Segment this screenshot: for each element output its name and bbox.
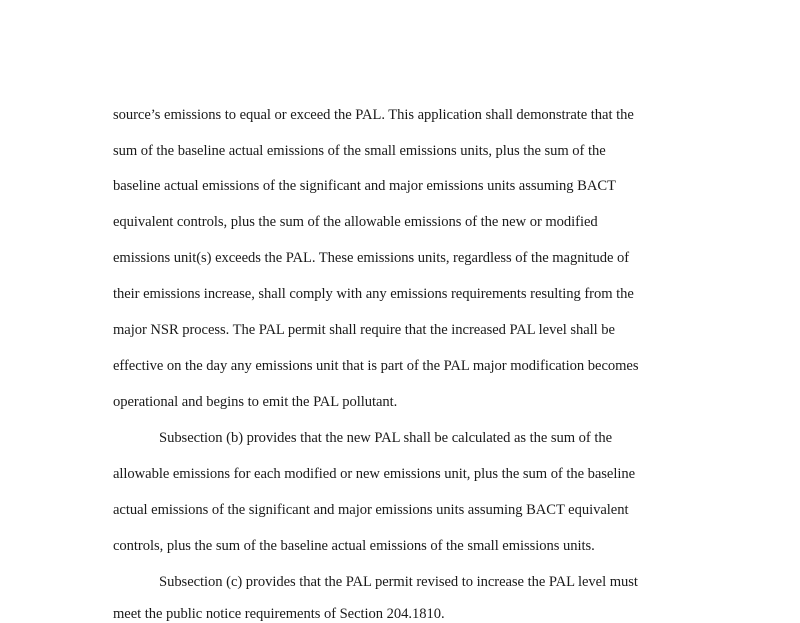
paragraph-1-line-9: operational and begins to emit the PAL pollutant.	[113, 394, 398, 410]
paragraph-3-line-2: meet the public notice requirements of Section 204.1810.	[113, 606, 445, 622]
paragraph-1-line-1: source’s emissions to equal or exceed the PAL. This application shall demonstrate that the	[113, 107, 634, 123]
paragraph-2-line-2: allowable emissions for each modified or new emissions unit, plus the sum of the baseline	[113, 466, 636, 482]
paragraph-2-line-1: Subsection (b) provides that the new PAL shall be calculated as the sum of the	[159, 430, 612, 446]
paragraph-1-line-8: effective on the day any emissions unit that is part of the PAL major modification becomes	[113, 358, 639, 374]
paragraph-1-line-2: sum of the baseline actual emissions of the small emissions units, plus the sum of the	[113, 143, 606, 159]
paragraph-1-line-5: emissions unit(s) exceeds the PAL. These emissions units, regardless of the magnitude of	[113, 250, 630, 266]
paragraph-1-line-6: their emissions increase, shall comply with any emissions requirements resulting from the	[113, 286, 634, 302]
paragraph-1-line-7: major NSR process. The PAL permit shall require that the increased PAL level shall be	[113, 322, 615, 338]
paragraph-2-line-3: actual emissions of the significant and major emissions units assuming BACT equivalent	[113, 502, 629, 518]
paragraph-2-line-4: controls, plus the sum of the baseline actual emissions of the small emissions units.	[113, 538, 595, 554]
paragraph-1-line-4: equivalent controls, plus the sum of the allowable emissions of the new or modified	[113, 214, 598, 230]
paragraph-3-line-1: Subsection (c) provides that the PAL permit revised to increase the PAL level must	[159, 574, 638, 590]
paragraph-1-line-3: baseline actual emissions of the significant and major emissions units assuming BACT	[113, 178, 616, 194]
